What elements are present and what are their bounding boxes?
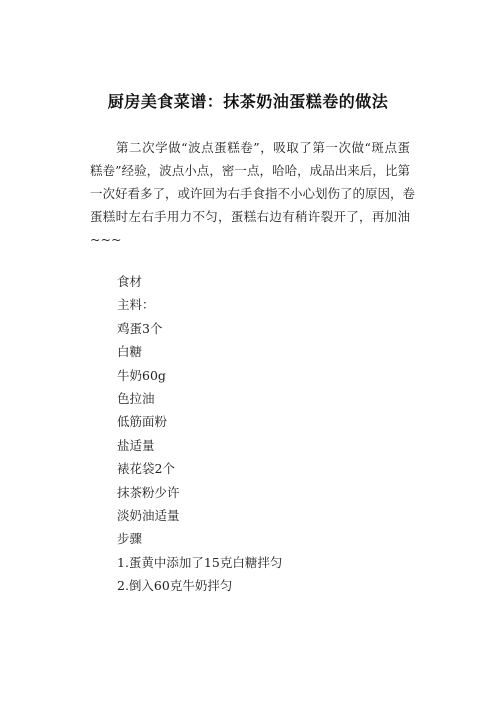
page-title: 厨房美食菜谱：抹茶奶油蛋糕卷的做法 (107, 92, 389, 111)
section-heading-steps: 步骤 (117, 531, 143, 547)
list-item: 低筋面粉 (117, 414, 168, 430)
step-item: 2.倒入60克牛奶拌匀 (117, 578, 233, 594)
list-item: 裱花袋2个 (117, 461, 175, 477)
list-item: 白糖 (117, 344, 143, 360)
list-item: 色拉油 (117, 390, 155, 406)
section-heading-ingredients: 食材 (117, 274, 143, 289)
intro-line: 第二次学做“波点蛋糕卷”，吸取了第一次做“斑点蛋 (116, 140, 410, 155)
list-item: 鸡蛋3个 (117, 320, 163, 336)
list-item: 盐适量 (117, 437, 155, 453)
list-item: 主料： (117, 297, 155, 313)
intro-line: ~~~ (90, 232, 122, 247)
recipe-list (117, 270, 417, 597)
list-item: 抹茶粉少许 (117, 484, 180, 500)
intro-line: 一次好看多了，或许回为右手食指不小心划伤了的原因，卷 (90, 186, 416, 201)
step-item: 1.蛋黄中添加了15克白糖拌匀 (117, 554, 283, 570)
list-item: 淡奶油适量 (117, 507, 180, 523)
intro-line: 糕卷”经验，波点小点，密一点，哈哈，成品出来后，比第 (90, 163, 410, 178)
intro-paragraph (90, 136, 416, 251)
list-item: 牛奶60g (117, 367, 166, 383)
intro-line: 蛋糕时左右手用力不匀，蛋糕右边有稍许裂开了，再加油 (90, 209, 410, 224)
